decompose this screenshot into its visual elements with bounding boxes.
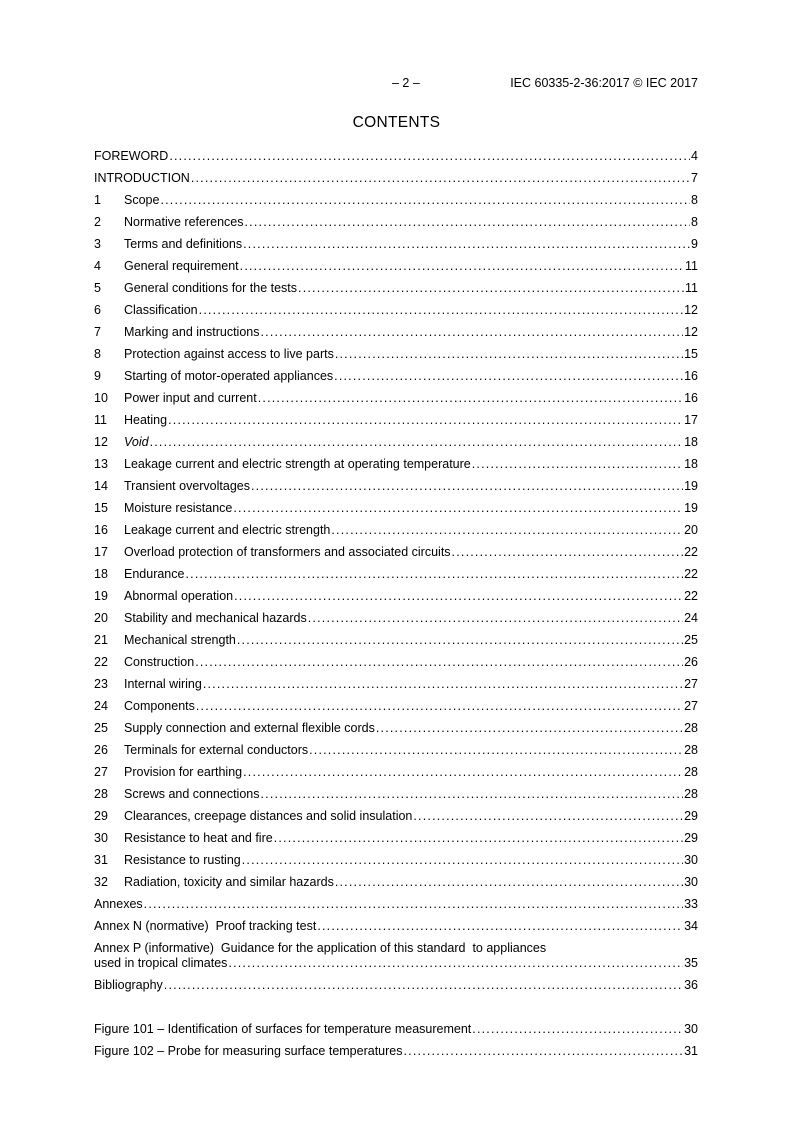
toc-entry-title: Normative references — [124, 215, 244, 229]
toc-entry-title: General requirement — [124, 259, 239, 273]
toc-entry-title: Screws and connections — [124, 787, 260, 801]
toc-entry-title: INTRODUCTION — [94, 171, 190, 185]
toc-entry-number: 28 — [94, 787, 108, 801]
dot-leader — [317, 915, 683, 937]
toc-entry-title: Supply connection and external flexible cords — [124, 721, 375, 735]
dot-leader — [334, 365, 683, 387]
toc-entry-title: Construction — [124, 655, 195, 669]
toc-entry-clause[interactable] — [94, 585, 698, 607]
toc-entry-clause[interactable] — [94, 541, 698, 563]
toc-entry-clause[interactable] — [94, 805, 698, 827]
toc-entry-page: 11 — [685, 259, 698, 273]
dot-leader — [242, 849, 683, 871]
toc-entry-title: Resistance to rusting — [124, 853, 241, 867]
toc-entry-title: Mechanical strength — [124, 633, 236, 647]
toc-entry-number: 13 — [94, 457, 108, 471]
toc-entry-clause[interactable] — [94, 453, 698, 475]
toc-entry-page: 34 — [684, 919, 698, 933]
toc-entry-introduction[interactable] — [94, 167, 698, 189]
toc-entry-title: FOREWORD — [94, 149, 169, 163]
toc-entry-title: Protection against access to live parts — [124, 347, 334, 361]
toc-entry-clause[interactable] — [94, 343, 698, 365]
toc-entry-clause[interactable] — [94, 321, 698, 343]
dot-leader — [261, 783, 684, 805]
toc-entry-title: Scope — [124, 193, 160, 207]
dot-leader — [199, 299, 683, 321]
document-reference: IEC 60335-2-36:2017 © IEC 2017 — [510, 76, 698, 90]
toc-entry-clause[interactable] — [94, 211, 698, 233]
toc-entry-number: 21 — [94, 633, 108, 647]
toc-entry-clause[interactable] — [94, 387, 698, 409]
dot-leader — [240, 255, 684, 277]
toc-entry-page: 8 — [691, 215, 698, 229]
dot-leader — [191, 167, 690, 189]
dot-leader — [335, 871, 683, 893]
page-title: CONTENTS — [352, 114, 441, 131]
toc-entry-annex-p[interactable] — [94, 937, 698, 974]
dot-leader — [335, 343, 683, 365]
dot-leader — [452, 541, 684, 563]
toc-entry-title: Moisture resistance — [124, 501, 233, 515]
toc-entry-title: Figure 102 – Probe for measuring surface temperatures — [94, 1044, 403, 1058]
dot-leader — [243, 761, 683, 783]
toc-entry-page: 8 — [691, 193, 698, 207]
toc-entry-page: 9 — [691, 237, 698, 251]
toc-entry-clause[interactable] — [94, 849, 698, 871]
toc-entry-page: 22 — [684, 545, 698, 559]
toc-entry-number: 4 — [94, 259, 101, 273]
toc-entry-page: 22 — [684, 589, 698, 603]
toc-entry-title: Annexes — [94, 897, 143, 911]
toc-entry-page: 29 — [684, 809, 698, 823]
dot-leader — [258, 387, 683, 409]
toc-entry-page: 28 — [684, 721, 698, 735]
toc-entry-page: 27 — [684, 699, 698, 713]
toc-entry-clause[interactable] — [94, 189, 698, 211]
toc-entry-clause[interactable] — [94, 783, 698, 805]
dot-leader — [413, 805, 683, 827]
toc-entry-title: Power input and current — [124, 391, 257, 405]
toc-entry-clause[interactable] — [94, 475, 698, 497]
toc-entry-clause[interactable] — [94, 827, 698, 849]
toc-entry-title: Bibliography — [94, 978, 163, 992]
toc-entry-title: Leakage current and electric strength — [124, 523, 331, 537]
dot-leader — [144, 893, 683, 915]
toc-entry-page: 11 — [685, 281, 698, 295]
toc-entry-number: 12 — [94, 435, 108, 449]
toc-entry-number: 14 — [94, 479, 108, 493]
page-header — [94, 76, 698, 92]
toc-entry-number: 16 — [94, 523, 108, 537]
toc-entry-clause[interactable] — [94, 365, 698, 387]
dot-leader — [185, 563, 683, 585]
toc-entry-page: 19 — [684, 501, 698, 515]
table-of-contents — [94, 145, 698, 1062]
toc-entry-number: 3 — [94, 237, 101, 251]
toc-entry-title: Annex N (normative) Proof tracking test — [94, 919, 317, 933]
dot-leader — [472, 1018, 683, 1040]
toc-entry-foreword[interactable] — [94, 145, 698, 167]
toc-entry-page: 28 — [684, 787, 698, 801]
toc-entry-page: 28 — [684, 743, 698, 757]
toc-entry-page: 22 — [684, 567, 698, 581]
toc-entry-title: Components — [124, 699, 195, 713]
toc-entry-title: Figure 101 – Identification of surfaces for temperature measurement — [94, 1022, 472, 1036]
clause-list — [94, 189, 698, 893]
toc-entry-number: 2 — [94, 215, 101, 229]
toc-entry-title: Internal wiring — [124, 677, 202, 691]
toc-entry-clause[interactable] — [94, 497, 698, 519]
dot-leader — [228, 956, 683, 971]
page-number: – 2 – — [392, 76, 420, 90]
toc-entry-number: 9 — [94, 369, 101, 383]
toc-entry-title: Overload protection of transformers and associated circuits — [124, 545, 451, 559]
toc-entry-number: 29 — [94, 809, 108, 823]
toc-entry-page: 33 — [684, 897, 698, 911]
toc-entry-number: 17 — [94, 545, 108, 559]
toc-entry-page: 26 — [684, 655, 698, 669]
toc-entry-page: 12 — [684, 325, 698, 339]
toc-entry-page: 15 — [684, 347, 698, 361]
dot-leader — [243, 233, 690, 255]
toc-entry-clause[interactable] — [94, 695, 698, 717]
toc-entry-clause[interactable] — [94, 563, 698, 585]
dot-leader — [308, 607, 683, 629]
toc-entry-title: Starting of motor-operated appliances — [124, 369, 334, 383]
toc-entry-title: Endurance — [124, 567, 185, 581]
toc-entry-title-line1: Annex P (informative) Guidance for the application of this standard to appliances — [94, 941, 547, 955]
toc-entry-number: 10 — [94, 391, 108, 405]
toc-entry-number: 5 — [94, 281, 101, 295]
toc-entry-number: 25 — [94, 721, 108, 735]
toc-entry-title: Provision for earthing — [124, 765, 243, 779]
toc-entry-clause[interactable] — [94, 299, 698, 321]
toc-entry-clause[interactable] — [94, 277, 698, 299]
toc-entry-page: 12 — [684, 303, 698, 317]
toc-entry-page: 36 — [684, 978, 698, 992]
toc-entry-page: 25 — [684, 633, 698, 647]
toc-entry-clause[interactable] — [94, 761, 698, 783]
dot-leader — [195, 651, 683, 673]
toc-entry-figure-102[interactable] — [94, 1040, 698, 1062]
toc-entry-number: 30 — [94, 831, 108, 845]
toc-entry-title: Leakage current and electric strength at operating temperature — [124, 457, 471, 471]
toc-entry-number: 15 — [94, 501, 108, 515]
toc-entry-title: Terms and definitions — [124, 237, 243, 251]
toc-entry-page: 24 — [684, 611, 698, 625]
section-spacer — [94, 996, 698, 1018]
toc-entry-clause[interactable] — [94, 673, 698, 695]
toc-entry-number: 31 — [94, 853, 108, 867]
toc-entry-figure-101[interactable] — [94, 1018, 698, 1040]
toc-entry-number: 22 — [94, 655, 108, 669]
toc-entry-clause[interactable] — [94, 233, 698, 255]
toc-entry-clause[interactable] — [94, 519, 698, 541]
toc-entry-number: 23 — [94, 677, 108, 691]
toc-entry-page: 18 — [684, 457, 698, 471]
dot-leader — [472, 453, 683, 475]
toc-entry-annex-n[interactable] — [94, 915, 698, 937]
dot-leader — [160, 189, 690, 211]
toc-entry-annexes[interactable] — [94, 893, 698, 915]
dot-leader — [245, 211, 691, 233]
toc-entry-clause[interactable] — [94, 629, 698, 651]
toc-entry-clause[interactable] — [94, 871, 698, 893]
toc-entry-title: Terminals for external conductors — [124, 743, 309, 757]
toc-entry-page: 30 — [684, 875, 698, 889]
dot-leader — [234, 585, 683, 607]
toc-entry-number: 18 — [94, 567, 108, 581]
toc-entry-bibliography[interactable] — [94, 974, 698, 996]
toc-entry-clause[interactable] — [94, 607, 698, 629]
toc-entry-page: 17 — [684, 413, 698, 427]
dot-leader — [233, 497, 683, 519]
toc-entry-number: 8 — [94, 347, 101, 361]
toc-entry-page: 16 — [684, 391, 698, 405]
dot-leader — [169, 145, 690, 167]
dot-leader — [203, 673, 683, 695]
dot-leader — [168, 409, 683, 431]
toc-entry-number: 1 — [94, 193, 101, 207]
toc-entry-title: Void — [124, 435, 149, 449]
toc-entry-title: Clearances, creepage distances and solid insulation — [124, 809, 413, 823]
dot-leader — [404, 1040, 684, 1062]
dot-leader — [331, 519, 683, 541]
toc-entry-page: 30 — [684, 853, 698, 867]
toc-entry-clause[interactable] — [94, 717, 698, 739]
toc-entry-number: 20 — [94, 611, 108, 625]
toc-entry-page: 16 — [684, 369, 698, 383]
dot-leader — [196, 695, 683, 717]
toc-entry-title: Radiation, toxicity and similar hazards — [124, 875, 334, 889]
toc-entry-clause[interactable] — [94, 255, 698, 277]
toc-entry-page: 19 — [684, 479, 698, 493]
toc-entry-title: General conditions for the tests — [124, 281, 298, 295]
dot-leader — [309, 739, 683, 761]
dot-leader — [150, 431, 684, 453]
dot-leader — [251, 475, 683, 497]
toc-entry-number: 7 — [94, 325, 101, 339]
toc-entry-page: 35 — [684, 956, 698, 970]
toc-entry-number: 26 — [94, 743, 108, 757]
toc-entry-title: Resistance to heat and fire — [124, 831, 273, 845]
toc-entry-page: 30 — [684, 1022, 698, 1036]
toc-entry-clause[interactable] — [94, 739, 698, 761]
toc-entry-number: 24 — [94, 699, 108, 713]
toc-entry-number: 19 — [94, 589, 108, 603]
toc-entry-number: 11 — [94, 413, 107, 427]
dot-leader — [376, 717, 683, 739]
toc-entry-clause[interactable] — [94, 409, 698, 431]
toc-entry-page: 28 — [684, 765, 698, 779]
dot-leader — [298, 277, 684, 299]
dot-leader — [260, 321, 683, 343]
toc-entry-title-line2: used in tropical climates — [94, 956, 228, 970]
toc-entry-title: Transient overvoltages — [124, 479, 250, 493]
toc-entry-page: 7 — [691, 171, 698, 185]
toc-entry-title: Stability and mechanical hazards — [124, 611, 307, 625]
toc-entry-title: Marking and instructions — [124, 325, 260, 339]
dot-leader — [237, 629, 683, 651]
toc-entry-number: 6 — [94, 303, 101, 317]
toc-entry-page: 18 — [684, 435, 698, 449]
toc-entry-page: 29 — [684, 831, 698, 845]
toc-entry-clause[interactable] — [94, 651, 698, 673]
dot-leader — [164, 974, 683, 996]
toc-entry-page: 31 — [684, 1044, 698, 1058]
toc-entry-title: Abnormal operation — [124, 589, 234, 603]
toc-entry-clause[interactable] — [94, 431, 698, 453]
toc-entry-number: 27 — [94, 765, 108, 779]
toc-entry-page: 20 — [684, 523, 698, 537]
dot-leader — [274, 827, 683, 849]
toc-entry-page: 27 — [684, 677, 698, 691]
toc-entry-title: Heating — [124, 413, 168, 427]
toc-entry-number: 32 — [94, 875, 108, 889]
toc-entry-title: Classification — [124, 303, 198, 317]
toc-entry-page: 4 — [691, 149, 698, 163]
